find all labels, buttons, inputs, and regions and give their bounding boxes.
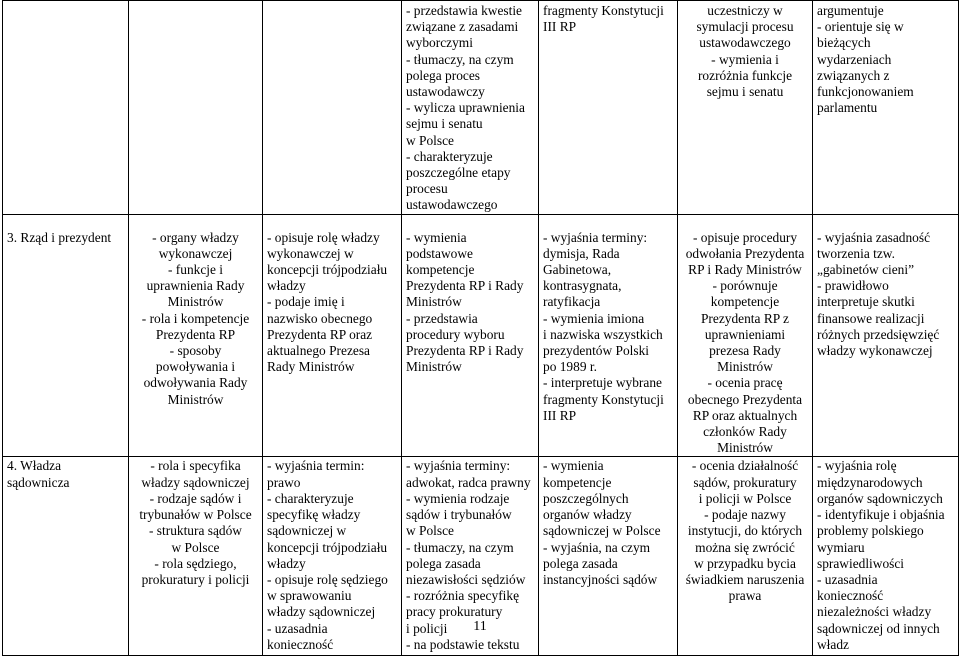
cell-line: aktualnego Prezesa — [267, 343, 370, 359]
cell-line: instytucji, do których — [687, 523, 803, 539]
cell-line: uprawnieniami — [704, 326, 786, 342]
cell-line: - wymienia i — [711, 51, 779, 67]
cell-line: organów władzy — [543, 507, 632, 523]
cell-line: polega proces — [406, 67, 480, 83]
cell-line: - porównuje — [712, 278, 778, 294]
cell-line: i policji — [406, 620, 448, 636]
cell-line: - tłumaczy, na czym — [406, 51, 514, 67]
cell-line: uprawnienia Rady — [146, 278, 245, 294]
cell-line: - uzasadnia — [817, 571, 878, 587]
cell-line: sądowniczej w Polsce — [543, 523, 661, 539]
cell-line: prezesa Rady — [709, 343, 781, 359]
cell-line: dymisja, Rada — [543, 245, 620, 261]
cell-line: konieczność — [817, 588, 884, 604]
cell-line: w Polsce — [406, 132, 454, 148]
cell-line: - organy władzy — [152, 229, 239, 245]
cell-line: sejmu i senatu — [706, 84, 784, 100]
cell-line: procesu — [406, 181, 448, 197]
basic-requirements-cell — [402, 214, 539, 457]
cell-line: koncepcji trójpodziału — [267, 262, 388, 278]
cell-line: kompetencje — [543, 474, 612, 490]
cell-line: Prezydenta RP i Rady — [406, 278, 524, 294]
cell-line: - ocenia pracę — [707, 375, 783, 391]
cell-line: polega zasada — [406, 555, 481, 571]
cell-line: adwokat, radca prawny — [406, 474, 531, 490]
cell-line: III RP — [543, 19, 577, 35]
supplementary-requirements-cell — [678, 214, 813, 457]
cell-line: - wyjaśnia zasadność — [817, 229, 931, 245]
high-requirements-cell — [813, 214, 959, 457]
cell-line: sądów, prokuratury — [693, 474, 797, 490]
topic-cell — [3, 214, 129, 457]
cell-line: wykonawczej — [158, 245, 233, 261]
cell-line: - tłumaczy, na czym — [406, 539, 514, 555]
cell-line: procedury wyboru — [406, 326, 505, 342]
cell-line: parlamentu — [817, 100, 878, 116]
cell-line: - identyfikuje i objaśnia — [817, 507, 945, 523]
cell-line: - wylicza uprawnienia — [406, 100, 525, 116]
cell-line: odwoływania Rady — [143, 375, 248, 391]
cell-line: świadkiem naruszenia — [685, 571, 805, 587]
cell-line: - struktura sądów — [149, 523, 242, 539]
cell-line: - podaje imię i — [267, 294, 345, 310]
cell-line: - wyjaśnia termin: — [267, 458, 365, 474]
cell-line: sądowniczej w — [267, 523, 347, 539]
cell-line: polega zasada — [543, 555, 618, 571]
cell-line: - charakteryzuje — [267, 490, 354, 506]
cell-line: i policji w Polsce — [698, 490, 792, 506]
cell-line: - interpretuje wybrane — [543, 375, 662, 391]
cell-line: niezależności władzy — [817, 604, 932, 620]
cell-line: niezawisłości sędziów — [406, 571, 526, 587]
cell-line: instancyjności sądów — [543, 571, 658, 587]
high-requirements-cell — [813, 1, 959, 215]
cell-line: trybunałów w Polsce — [139, 507, 252, 523]
cell-line: władzy — [267, 555, 306, 571]
cell-line: - opisuje rolę sędziego — [267, 571, 388, 587]
cell-line: - prawidłowo — [817, 278, 889, 294]
cell-line: bieżących — [817, 35, 871, 51]
cell-line: ustawodawczego — [699, 35, 791, 51]
cell-line: pracy prokuratury — [406, 604, 503, 620]
cell-line: Ministrów — [167, 294, 224, 310]
cell-line: nazwisko obecnego — [267, 310, 373, 326]
cell-line: - opisuje rolę władzy — [267, 229, 380, 245]
cell-line: po 1989 r. — [543, 359, 597, 375]
cell-line: poszczególne etapy — [406, 165, 511, 181]
cell-line: - wyjaśnia rolę — [817, 458, 897, 474]
cell-line: w przypadku bycia — [694, 555, 796, 571]
cell-line: koncepcji trójpodziału — [267, 539, 388, 555]
cell-line: - rola i kompetencje — [141, 310, 250, 326]
table-row — [3, 1, 959, 215]
cell-line: władzy wykonawczej — [817, 343, 933, 359]
cell-line: Ministrów — [406, 359, 462, 375]
cell-line: - orientuje się w — [817, 19, 904, 35]
cell-line: - rodzaje sądów i — [149, 490, 242, 506]
intro-requirements-cell — [263, 1, 402, 215]
cell-line: interpretuje skutki — [817, 294, 915, 310]
cell-line: prawa — [728, 588, 762, 604]
cell-line: argumentuje — [817, 3, 884, 18]
cell-line: fragmenty Konstytucji — [543, 3, 664, 18]
cell-line: Ministrów — [717, 359, 773, 375]
cell-line: Ministrów — [406, 294, 462, 310]
cell-line: można się zwrócić — [695, 539, 795, 555]
cell-line: - wymienia imiona — [543, 310, 645, 326]
cell-line: podstawowe — [406, 245, 473, 261]
cell-line: prokuratury i policji — [141, 571, 250, 587]
cell-line: - podaje nazwy — [704, 507, 786, 523]
extended-requirements-cell — [539, 1, 678, 215]
cell-line: - wymienia — [543, 458, 604, 474]
syllabus-table — [2, 0, 959, 656]
cell-line: wydarzeniach — [817, 51, 892, 67]
cell-line: - ocenia działalność — [691, 458, 799, 474]
topic-cell — [3, 1, 129, 215]
cell-line: Prezydenta RP oraz — [267, 326, 373, 342]
cell-line: kompetencje — [710, 294, 780, 310]
cell-line: poszczególnych — [543, 490, 629, 506]
cell-line: finansowe realizacji — [817, 310, 925, 326]
cell-line: - opisuje procedury — [692, 229, 798, 245]
cell-line: - charakteryzuje — [406, 148, 493, 164]
cell-line: ustawodawczy — [406, 84, 485, 100]
cell-line: wykonawczej w — [267, 245, 354, 261]
cell-line: ratyfikacja — [543, 294, 601, 310]
supplementary-requirements-cell — [678, 1, 813, 215]
cell-line: związane z zasadami — [406, 19, 519, 35]
cell-line: Prezydenta RP i Rady — [406, 343, 524, 359]
content-cell — [129, 1, 263, 215]
cell-line: funkcjonowaniem — [817, 84, 914, 100]
cell-line: Prezydenta RP z — [700, 310, 789, 326]
cell-line: Ministrów — [717, 440, 773, 456]
cell-line: - wyjaśnia, na czym — [543, 539, 651, 555]
cell-line: władzy — [267, 278, 306, 294]
cell-line: sejmu i senatu — [406, 116, 483, 132]
cell-line: RP i Rady Ministrów — [688, 262, 802, 278]
table-row — [3, 214, 959, 457]
cell-line: III RP — [543, 407, 577, 423]
cell-line: Rady Ministrów — [267, 359, 355, 375]
cell-line: sądownicza — [7, 474, 70, 490]
cell-line: kontrasygnata, — [543, 278, 622, 294]
cell-line: kompetencje — [406, 262, 475, 278]
cell-line: władzy sądowniczej — [141, 474, 250, 490]
cell-line: - rozróżnia specyfikę — [406, 588, 520, 604]
cell-line: organów sądowniczych — [817, 490, 943, 506]
cell-line: „gabinetów cieni” — [817, 262, 915, 278]
cell-line: sądowniczej od innych — [817, 620, 940, 636]
cell-line: - sposoby — [169, 343, 222, 359]
cell-line: - wyjaśnia terminy: — [406, 458, 511, 474]
cell-line: specyfikę władzy — [267, 507, 361, 523]
cell-line: - rola sędziego, — [154, 555, 237, 571]
cell-line: Ministrów — [167, 391, 224, 407]
content-cell — [129, 214, 263, 457]
cell-line: symulacji procesu — [696, 19, 794, 35]
cell-line: - rola i specyfika — [150, 458, 241, 474]
cell-line: sprawiedliwości — [817, 555, 905, 571]
cell-line: uczestniczy w — [707, 3, 783, 18]
cell-line: Gabinetowa, — [543, 262, 612, 278]
cell-line: w sprawowaniu — [267, 588, 352, 604]
cell-line: rozróżnia funkcje — [697, 67, 793, 83]
cell-line: i nazwiska wszystkich — [543, 326, 663, 342]
cell-line: - na podstawie tekstu — [406, 636, 520, 652]
cell-line: - wymienia rodzaje — [406, 490, 510, 506]
cell-line: odwołania Prezydenta — [685, 245, 805, 261]
cell-line: 4. Władza — [7, 458, 62, 474]
intro-requirements-cell — [263, 214, 402, 457]
cell-line: - funkcje i — [167, 262, 224, 278]
cell-line: RP oraz aktualnych — [692, 407, 798, 423]
cell-line: problemy polskiego — [817, 523, 924, 539]
cell-line: wyborczymi — [406, 35, 473, 51]
cell-line: wymiaru — [817, 539, 865, 555]
cell-line: - przedstawia — [406, 310, 478, 326]
cell-line: - wyjaśnia terminy: — [543, 229, 648, 245]
cell-line: związanych z — [817, 67, 890, 83]
cell-line: tworzenia tzw. — [817, 245, 895, 261]
basic-requirements-cell — [402, 1, 539, 215]
cell-line: różnych przedsięwzięć — [817, 326, 940, 342]
cell-line: członków Rady — [703, 424, 787, 440]
cell-line: - uzasadnia — [267, 620, 328, 636]
cell-line: - wymienia — [406, 229, 467, 245]
cell-line: obecnego Prezydenta — [687, 391, 803, 407]
extended-requirements-cell — [539, 214, 678, 457]
cell-line: prawo — [267, 474, 301, 490]
cell-line: prezydentów Polski — [543, 343, 649, 359]
cell-line: Prezydenta RP — [155, 326, 236, 342]
cell-line: władzy sądowniczej — [267, 604, 376, 620]
cell-line: konieczność — [267, 636, 334, 652]
cell-line: fragmenty Konstytucji — [543, 391, 664, 407]
cell-line: w Polsce — [406, 523, 454, 539]
cell-line: sądów i trybunałów — [406, 507, 512, 523]
cell-line: międzynarodowych — [817, 474, 923, 490]
cell-line: w Polsce — [171, 539, 220, 555]
cell-line: - przedstawia kwestie — [406, 3, 523, 18]
cell-line: ustawodawczego — [406, 197, 498, 213]
page-number: 11 — [473, 619, 487, 634]
cell-line: 3. Rząd i prezydent — [7, 229, 112, 245]
cell-line: władz — [817, 636, 849, 652]
cell-line: powoływania i — [155, 359, 236, 375]
